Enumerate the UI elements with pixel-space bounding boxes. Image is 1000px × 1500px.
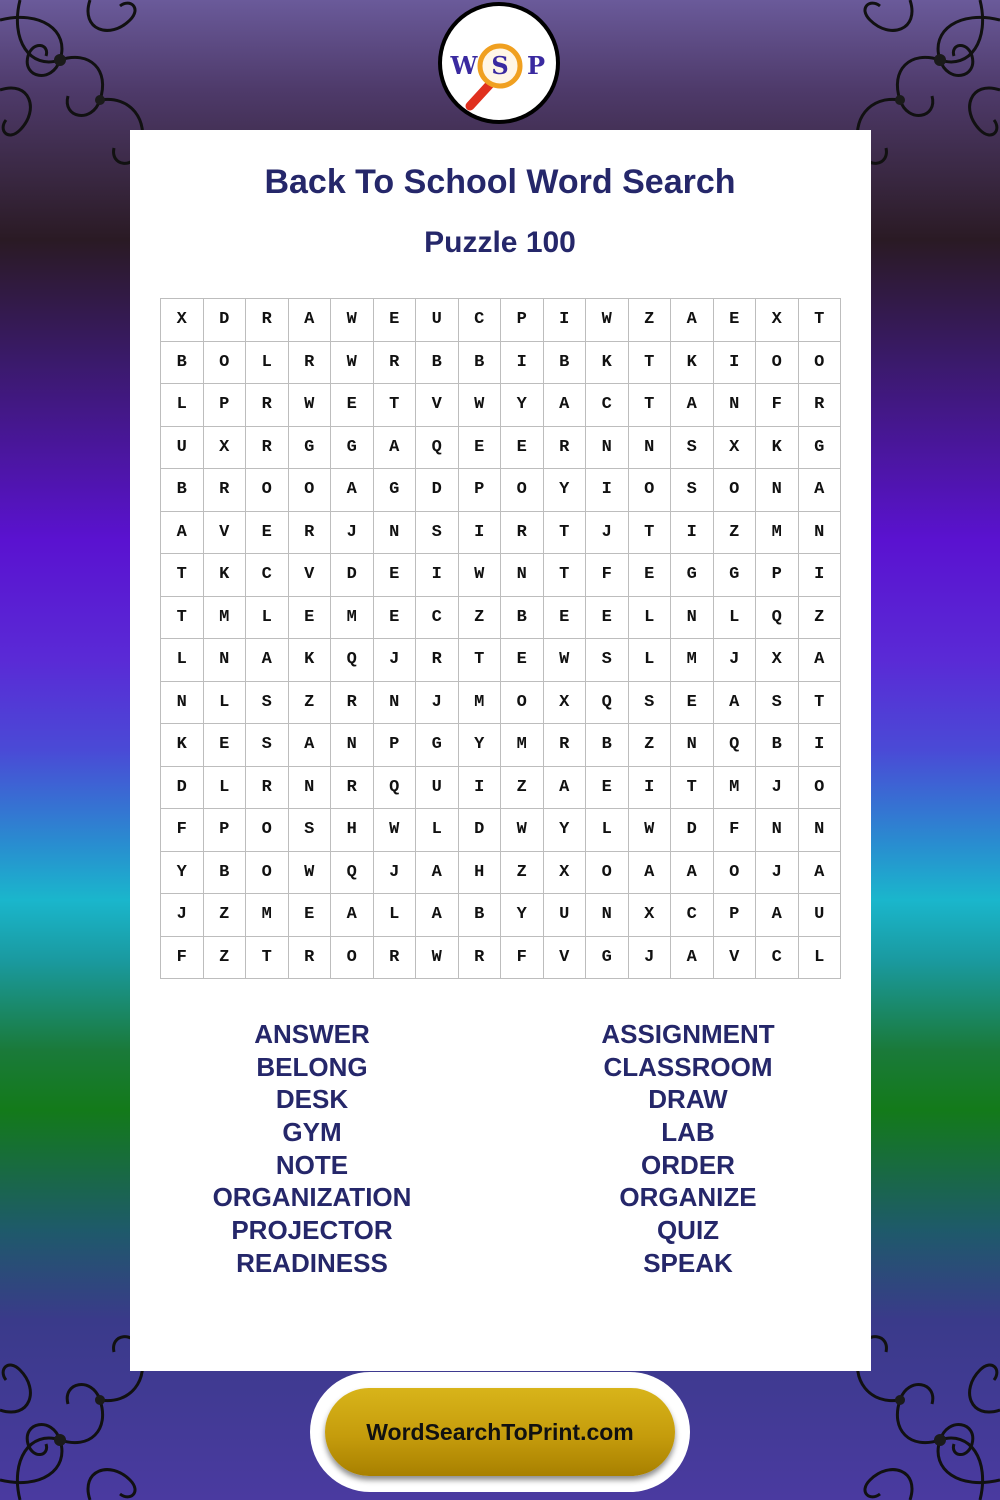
grid-cell[interactable]: A (756, 894, 799, 937)
word-list-item: ORGANIZATION (212, 1182, 412, 1213)
website-link-label: WordSearchToPrint.com (366, 1418, 634, 1445)
grid-cell[interactable]: Q (756, 597, 799, 640)
grid-cell[interactable]: L (374, 894, 417, 937)
grid-cell[interactable]: A (374, 427, 417, 470)
grid-cell[interactable]: O (204, 342, 247, 385)
grid-cell[interactable]: O (799, 342, 842, 385)
grid-cell[interactable]: T (374, 384, 417, 427)
grid-cell[interactable]: X (544, 682, 587, 725)
grid-cell[interactable]: T (671, 767, 714, 810)
grid-cell[interactable]: P (501, 299, 544, 342)
grid-cell[interactable]: A (331, 894, 374, 937)
word-list-item: GYM (282, 1117, 342, 1148)
word-list-item: QUIZ (656, 1215, 720, 1246)
grid-cell[interactable]: D (204, 299, 247, 342)
grid-cell[interactable]: K (756, 427, 799, 470)
grid-cell[interactable]: R (289, 342, 332, 385)
grid-cell[interactable]: R (416, 639, 459, 682)
grid-cell[interactable]: E (289, 894, 332, 937)
grid-cell[interactable]: G (331, 427, 374, 470)
word-list-item: BELONG (256, 1051, 368, 1082)
word-list-item: DRAW (648, 1084, 728, 1115)
grid-cell[interactable]: A (714, 682, 757, 725)
grid-cell[interactable]: Z (714, 512, 757, 555)
grid-cell[interactable]: N (799, 512, 842, 555)
grid-cell[interactable]: R (544, 427, 587, 470)
grid-cell[interactable]: I (459, 767, 502, 810)
grid-cell[interactable]: N (671, 724, 714, 767)
grid-cell[interactable]: N (586, 894, 629, 937)
grid-cell[interactable]: C (586, 384, 629, 427)
grid-cell[interactable]: Y (544, 469, 587, 512)
grid-cell[interactable]: S (246, 682, 289, 725)
grid-cell[interactable]: E (501, 427, 544, 470)
grid-cell[interactable]: I (459, 512, 502, 555)
grid-cell[interactable]: R (374, 342, 417, 385)
grid-cell[interactable]: B (204, 852, 247, 895)
grid-cell[interactable]: G (671, 554, 714, 597)
word-list-item: LAB (661, 1117, 715, 1148)
grid-cell[interactable]: L (416, 809, 459, 852)
word-list-item: NOTE (275, 1149, 349, 1180)
grid-cell[interactable]: K (586, 342, 629, 385)
grid-cell[interactable]: S (671, 469, 714, 512)
website-link-button[interactable] (325, 1388, 675, 1476)
grid-cell[interactable]: W (331, 299, 374, 342)
grid-cell[interactable]: O (246, 469, 289, 512)
grid-cell[interactable]: Q (586, 682, 629, 725)
grid-cell[interactable]: J (756, 852, 799, 895)
grid-cell[interactable]: S (671, 427, 714, 470)
grid-cell[interactable]: I (416, 554, 459, 597)
grid-cell[interactable]: W (289, 852, 332, 895)
grid-cell[interactable]: I (586, 469, 629, 512)
grid-cell[interactable]: U (416, 767, 459, 810)
grid-cell[interactable]: Q (416, 427, 459, 470)
grid-cell[interactable]: L (161, 384, 204, 427)
grid-cell[interactable]: M (246, 894, 289, 937)
grid-cell[interactable]: O (629, 469, 672, 512)
grid-cell[interactable]: V (289, 554, 332, 597)
grid-cell[interactable]: N (756, 809, 799, 852)
grid-cell[interactable]: P (374, 724, 417, 767)
grid-cell[interactable]: R (246, 427, 289, 470)
grid-cell[interactable]: Z (629, 724, 672, 767)
grid-cell[interactable]: L (161, 639, 204, 682)
grid-cell[interactable]: L (629, 597, 672, 640)
grid-cell[interactable]: Y (161, 852, 204, 895)
grid-cell[interactable]: X (714, 427, 757, 470)
grid-cell[interactable]: Y (501, 384, 544, 427)
grid-cell[interactable]: O (799, 767, 842, 810)
grid-cell[interactable]: Z (204, 894, 247, 937)
grid-cell[interactable]: B (161, 469, 204, 512)
grid-cell[interactable]: H (459, 852, 502, 895)
grid-cell[interactable]: X (161, 299, 204, 342)
grid-cell[interactable]: J (374, 639, 417, 682)
grid-cell[interactable]: G (289, 427, 332, 470)
grid-cell[interactable]: E (204, 724, 247, 767)
grid-cell[interactable]: Z (501, 852, 544, 895)
word-list-item: READINESS (236, 1247, 388, 1278)
grid-cell[interactable]: R (544, 724, 587, 767)
grid-cell[interactable]: M (459, 682, 502, 725)
grid-cell[interactable]: N (756, 469, 799, 512)
grid-cell[interactable]: S (416, 512, 459, 555)
logo-letter-p: P (526, 51, 546, 80)
grid-cell[interactable]: Y (501, 894, 544, 937)
word-list-item: ORDER (641, 1149, 735, 1180)
grid-cell[interactable]: B (756, 724, 799, 767)
grid-cell[interactable]: C (416, 597, 459, 640)
grid-cell[interactable]: L (246, 597, 289, 640)
grid-cell[interactable]: R (374, 937, 417, 980)
grid-cell[interactable]: E (544, 597, 587, 640)
grid-cell[interactable]: T (161, 597, 204, 640)
grid-cell[interactable]: J (374, 852, 417, 895)
grid-cell[interactable]: O (246, 809, 289, 852)
grid-cell[interactable]: G (799, 427, 842, 470)
grid-cell[interactable]: T (629, 384, 672, 427)
grid-cell[interactable]: T (459, 639, 502, 682)
grid-cell[interactable]: M (331, 597, 374, 640)
grid-cell[interactable]: L (799, 937, 842, 980)
grid-cell[interactable]: T (799, 299, 842, 342)
grid-cell[interactable]: U (161, 427, 204, 470)
grid-cell[interactable]: Y (544, 809, 587, 852)
grid-cell[interactable]: B (416, 342, 459, 385)
grid-cell[interactable]: L (246, 342, 289, 385)
grid-cell[interactable]: O (714, 852, 757, 895)
grid-cell[interactable]: F (756, 384, 799, 427)
grid-cell[interactable]: Q (374, 767, 417, 810)
grid-cell[interactable]: Q (331, 639, 374, 682)
grid-cell[interactable]: I (629, 767, 672, 810)
grid-cell[interactable]: A (671, 299, 714, 342)
grid-cell[interactable]: S (756, 682, 799, 725)
grid-cell[interactable]: E (246, 512, 289, 555)
grid-cell[interactable]: W (459, 554, 502, 597)
grid-cell[interactable]: J (586, 512, 629, 555)
grid-cell[interactable]: W (501, 809, 544, 852)
grid-cell[interactable]: T (629, 512, 672, 555)
grid-cell[interactable]: J (756, 767, 799, 810)
word-list-item: ANSWER (254, 1019, 370, 1049)
grid-cell[interactable]: W (586, 299, 629, 342)
word-list-right (488, 1018, 888, 1280)
grid-cell[interactable]: L (714, 597, 757, 640)
grid-cell[interactable]: O (289, 469, 332, 512)
grid-cell[interactable]: P (204, 809, 247, 852)
grid-cell[interactable]: N (799, 809, 842, 852)
grid-cell[interactable]: A (289, 299, 332, 342)
grid-cell[interactable]: D (459, 809, 502, 852)
grid-cell[interactable]: C (459, 299, 502, 342)
grid-cell[interactable]: E (501, 639, 544, 682)
grid-cell[interactable]: A (671, 937, 714, 980)
grid-cell[interactable]: B (459, 894, 502, 937)
grid-cell[interactable]: Z (204, 937, 247, 980)
grid-cell[interactable]: Y (459, 724, 502, 767)
grid-cell[interactable]: N (204, 639, 247, 682)
grid-cell[interactable]: N (714, 384, 757, 427)
grid-cell[interactable]: F (161, 809, 204, 852)
site-logo[interactable] (438, 2, 560, 124)
grid-cell[interactable]: N (161, 682, 204, 725)
grid-cell[interactable]: M (714, 767, 757, 810)
grid-cell[interactable]: F (714, 809, 757, 852)
letter-grid (160, 298, 841, 979)
grid-cell[interactable]: R (246, 299, 289, 342)
grid-cell[interactable]: E (289, 597, 332, 640)
grid-cell[interactable]: W (459, 384, 502, 427)
grid-cell[interactable]: S (246, 724, 289, 767)
grid-cell[interactable]: X (544, 852, 587, 895)
grid-cell[interactable]: F (161, 937, 204, 980)
grid-cell[interactable]: K (204, 554, 247, 597)
grid-cell[interactable]: S (586, 639, 629, 682)
word-list-item: ORGANIZE (619, 1182, 757, 1213)
grid-cell[interactable]: H (331, 809, 374, 852)
grid-cell[interactable]: Q (331, 852, 374, 895)
grid-cell[interactable]: M (204, 597, 247, 640)
grid-cell[interactable]: P (204, 384, 247, 427)
grid-cell[interactable]: I (799, 724, 842, 767)
grid-cell[interactable]: F (501, 937, 544, 980)
grid-cell[interactable]: W (629, 809, 672, 852)
grid-cell[interactable]: U (544, 894, 587, 937)
grid-cell[interactable]: V (204, 512, 247, 555)
grid-cell[interactable]: L (204, 767, 247, 810)
grid-cell[interactable]: J (416, 682, 459, 725)
grid-cell[interactable]: O (586, 852, 629, 895)
page-title: Back To School Word Search (264, 163, 736, 201)
grid-cell[interactable]: T (544, 512, 587, 555)
grid-cell[interactable]: Z (459, 597, 502, 640)
grid-cell[interactable]: A (799, 852, 842, 895)
grid-cell[interactable]: O (501, 682, 544, 725)
grid-cell[interactable]: W (544, 639, 587, 682)
logo-letter-s: S (491, 51, 509, 80)
grid-cell[interactable]: G (374, 469, 417, 512)
grid-cell[interactable]: N (671, 597, 714, 640)
grid-cell[interactable]: W (289, 384, 332, 427)
grid-cell[interactable]: N (374, 512, 417, 555)
grid-cell[interactable]: T (799, 682, 842, 725)
grid-cell[interactable]: U (416, 299, 459, 342)
grid-cell[interactable]: L (586, 809, 629, 852)
grid-cell[interactable]: G (714, 554, 757, 597)
grid-cell[interactable]: G (586, 937, 629, 980)
grid-cell[interactable]: I (671, 512, 714, 555)
grid-cell[interactable]: E (374, 554, 417, 597)
grid-cell[interactable]: M (756, 512, 799, 555)
grid-cell[interactable]: N (331, 724, 374, 767)
grid-cell[interactable]: E (586, 597, 629, 640)
grid-cell[interactable]: A (671, 852, 714, 895)
logo-letter-w: W (450, 51, 478, 80)
grid-cell[interactable]: V (416, 384, 459, 427)
grid-cell[interactable]: E (459, 427, 502, 470)
grid-cell[interactable]: I (544, 299, 587, 342)
grid-cell[interactable]: I (501, 342, 544, 385)
grid-cell[interactable]: V (714, 937, 757, 980)
grid-cell[interactable]: E (714, 299, 757, 342)
magnifying-glass-icon (442, 6, 556, 120)
grid-cell[interactable]: O (501, 469, 544, 512)
grid-cell[interactable]: Z (799, 597, 842, 640)
grid-cell[interactable]: R (501, 512, 544, 555)
grid-cell[interactable]: A (799, 639, 842, 682)
word-list-item: SPEAK (643, 1247, 733, 1278)
grid-cell[interactable]: N (289, 767, 332, 810)
grid-cell[interactable]: A (331, 469, 374, 512)
grid-cell[interactable]: E (374, 299, 417, 342)
grid-cell[interactable]: A (544, 767, 587, 810)
grid-cell[interactable]: E (629, 554, 672, 597)
grid-cell[interactable]: O (331, 937, 374, 980)
grid-cell[interactable]: L (629, 639, 672, 682)
grid-cell[interactable]: T (629, 342, 672, 385)
grid-cell[interactable]: W (331, 342, 374, 385)
grid-cell[interactable]: C (756, 937, 799, 980)
grid-cell[interactable]: E (374, 597, 417, 640)
grid-cell[interactable]: K (161, 724, 204, 767)
grid-cell[interactable]: A (671, 384, 714, 427)
grid-cell[interactable]: D (416, 469, 459, 512)
grid-cell[interactable]: R (246, 767, 289, 810)
grid-cell[interactable]: B (161, 342, 204, 385)
grid-cell[interactable]: T (161, 554, 204, 597)
grid-cell[interactable]: R (331, 767, 374, 810)
grid-cell[interactable]: P (714, 894, 757, 937)
grid-cell[interactable]: B (544, 342, 587, 385)
grid-cell[interactable]: X (629, 894, 672, 937)
grid-cell[interactable]: R (459, 937, 502, 980)
grid-cell[interactable]: Z (289, 682, 332, 725)
grid-cell[interactable]: B (459, 342, 502, 385)
grid-cell[interactable]: D (161, 767, 204, 810)
grid-cell[interactable]: X (756, 639, 799, 682)
grid-cell[interactable]: I (714, 342, 757, 385)
grid-cell[interactable]: O (756, 342, 799, 385)
grid-cell[interactable]: R (331, 682, 374, 725)
grid-cell[interactable]: J (629, 937, 672, 980)
grid-cell[interactable]: P (459, 469, 502, 512)
grid-cell[interactable]: X (204, 427, 247, 470)
grid-cell[interactable]: D (671, 809, 714, 852)
grid-cell[interactable]: S (629, 682, 672, 725)
grid-cell[interactable]: A (246, 639, 289, 682)
grid-cell[interactable]: A (799, 469, 842, 512)
word-list-item: CLASSROOM (603, 1051, 773, 1082)
grid-cell[interactable]: N (586, 427, 629, 470)
grid-cell[interactable]: N (629, 427, 672, 470)
grid-cell[interactable]: D (331, 554, 374, 597)
grid-cell[interactable]: E (331, 384, 374, 427)
grid-cell[interactable]: N (374, 682, 417, 725)
word-list-item: PROJECTOR (231, 1215, 393, 1246)
grid-cell[interactable]: U (799, 894, 842, 937)
word-list-item: DESK (275, 1084, 349, 1115)
grid-cell[interactable]: M (501, 724, 544, 767)
grid-cell[interactable]: C (246, 554, 289, 597)
grid-cell[interactable]: R (289, 512, 332, 555)
grid-cell[interactable]: R (799, 384, 842, 427)
grid-cell[interactable]: A (289, 724, 332, 767)
grid-cell[interactable]: R (204, 469, 247, 512)
grid-cell[interactable]: L (204, 682, 247, 725)
grid-cell[interactable]: R (246, 384, 289, 427)
grid-cell[interactable]: I (799, 554, 842, 597)
grid-cell[interactable]: K (289, 639, 332, 682)
grid-cell[interactable]: S (289, 809, 332, 852)
word-list-item: ASSIGNMENT (601, 1019, 775, 1049)
grid-cell[interactable]: P (756, 554, 799, 597)
grid-cell[interactable]: E (586, 767, 629, 810)
grid-cell[interactable]: V (544, 937, 587, 980)
grid-cell[interactable]: T (544, 554, 587, 597)
grid-cell[interactable]: J (331, 512, 374, 555)
grid-cell[interactable]: J (714, 639, 757, 682)
grid-cell[interactable]: T (246, 937, 289, 980)
grid-cell[interactable]: B (586, 724, 629, 767)
grid-cell[interactable]: B (501, 597, 544, 640)
grid-cell[interactable]: O (714, 469, 757, 512)
grid-cell[interactable]: W (374, 809, 417, 852)
grid-cell[interactable]: M (671, 639, 714, 682)
grid-cell[interactable]: Z (501, 767, 544, 810)
puzzle-number: Puzzle 100 (424, 226, 576, 259)
grid-cell[interactable]: K (671, 342, 714, 385)
grid-cell[interactable]: A (161, 512, 204, 555)
grid-cell[interactable]: A (544, 384, 587, 427)
grid-cell[interactable]: O (246, 852, 289, 895)
grid-cell[interactable]: G (416, 724, 459, 767)
grid-cell[interactable]: C (671, 894, 714, 937)
grid-cell[interactable]: W (416, 937, 459, 980)
grid-cell[interactable]: A (629, 852, 672, 895)
grid-cell[interactable]: E (671, 682, 714, 725)
word-list-left (112, 1018, 512, 1280)
grid-cell[interactable]: J (161, 894, 204, 937)
grid-cell[interactable]: X (756, 299, 799, 342)
grid-cell[interactable]: A (416, 894, 459, 937)
grid-cell[interactable]: Z (629, 299, 672, 342)
grid-cell[interactable]: R (289, 937, 332, 980)
grid-cell[interactable]: F (586, 554, 629, 597)
grid-cell[interactable]: A (416, 852, 459, 895)
grid-cell[interactable]: Q (714, 724, 757, 767)
grid-cell[interactable]: N (501, 554, 544, 597)
